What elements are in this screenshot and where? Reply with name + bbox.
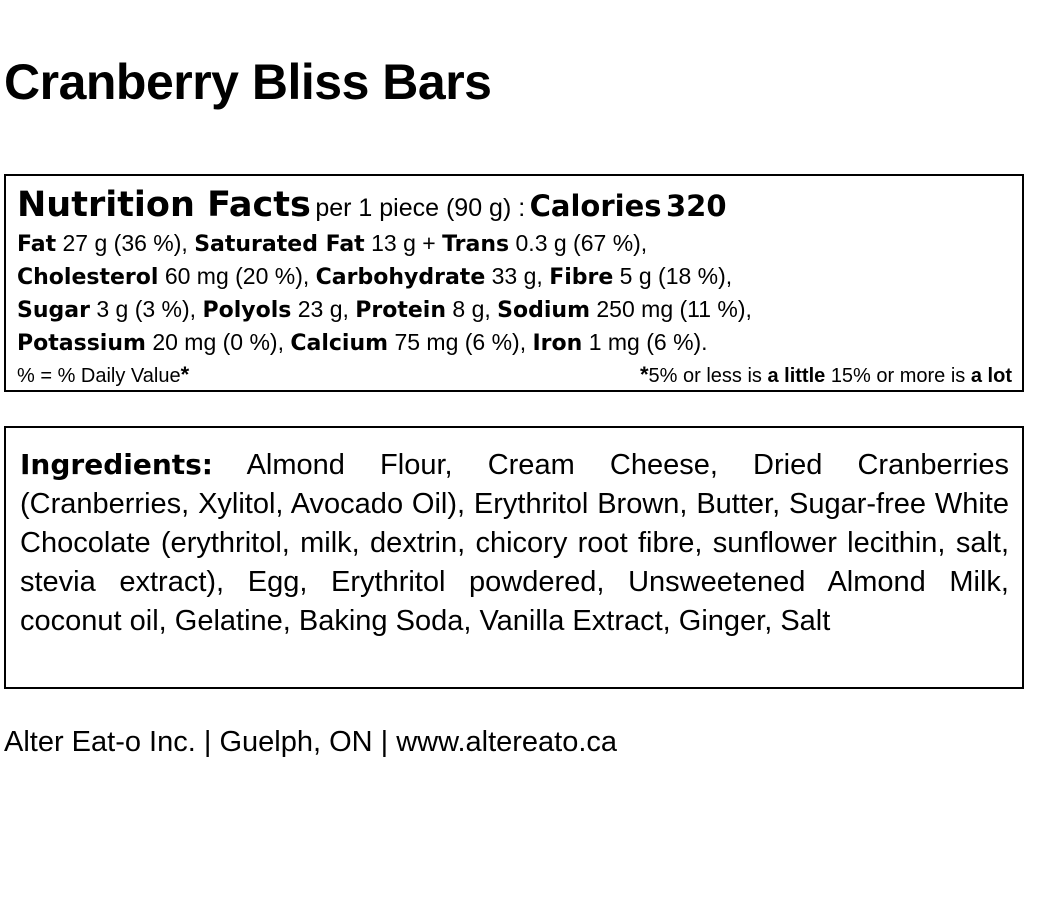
nutrient-value: 1 mg (6 %).: [588, 329, 708, 355]
nutrient-value: 27 g (36 %),: [62, 230, 188, 256]
nutrient-line-1: [17, 228, 647, 260]
footnote-star: *: [639, 362, 649, 387]
nutrient-label: Protein: [355, 298, 446, 323]
nutrient-line-2: [17, 261, 732, 293]
guide-lot: a lot: [970, 365, 1012, 387]
nutrient-value: 3 g (3 %),: [96, 296, 197, 322]
nutrient-label: Iron: [532, 331, 583, 356]
nutrient-label: Fat: [17, 232, 57, 257]
nutrition-header: [17, 184, 727, 233]
ingredients-panel: [4, 426, 1024, 689]
nutrient-value: 75 mg (6 %),: [394, 329, 527, 355]
nutrient-line-3: [17, 294, 752, 326]
nutrient-value: 60 mg (20 %),: [164, 263, 310, 289]
nutrient-label: Polyols: [202, 298, 292, 323]
nutrient-label: Calcium: [290, 331, 389, 356]
calories-value: 320: [665, 189, 727, 223]
nutrient-label: Fibre: [549, 265, 614, 290]
nutrient-value: 0.3 g (67 %),: [515, 230, 648, 256]
nutrient-value: 33 g,: [491, 263, 543, 289]
nutrient-label: Sodium: [497, 298, 590, 323]
nutrient-label: Potassium: [17, 331, 146, 356]
product-title: Cranberry Bliss Bars: [4, 54, 492, 110]
nutrient-value: 23 g,: [297, 296, 349, 322]
nutrient-value: 20 mg (0 %),: [152, 329, 284, 355]
ingredients-label: Ingredients:: [20, 448, 214, 481]
nutrient-label: Trans: [442, 232, 510, 257]
guide-prefix: 5% or less is: [648, 365, 762, 387]
guide-mid: 15% or more is: [830, 365, 966, 387]
nutrient-value: 250 mg (11 %),: [596, 296, 752, 322]
nutrient-value: 8 g,: [452, 296, 491, 322]
daily-value-guide: [640, 362, 1012, 389]
guide-little: a little: [767, 365, 826, 387]
ingredients-list: Almond Flour, Cream Cheese, Dried Cranberries (Cranberries, Xylitol, Avocado Oil), Erythritol Brown, Butter, Sugar-free White Chocolate (erythritol, milk, dextrin, chicory root fibre, sunflower lecithin, salt, stevia extract), Egg, Erythritol powdered, Unsweetened Almond Milk, coconut oil, Gelatine, Baking Soda, Vanilla Extract, Ginger, Salt: [20, 449, 1009, 637]
calories-label: Calories: [529, 189, 662, 223]
ingredients-paragraph: [20, 445, 1009, 641]
serving-size: per 1 piece (90 g) :: [315, 194, 526, 222]
nutrient-label: Carbohydrate: [315, 265, 486, 290]
nutrient-line-4: [17, 327, 708, 359]
nutrient-label: Cholesterol: [17, 265, 159, 290]
footnote-star: *: [180, 362, 190, 387]
daily-value-legend: [17, 362, 189, 389]
nutrient-value: 13 g +: [371, 230, 436, 256]
company-footer: Alter Eat-o Inc. | Guelph, ON | www.altereato.ca: [4, 726, 618, 758]
nutrition-facts-panel: [4, 174, 1024, 392]
daily-value-text: % = % Daily Value: [17, 365, 181, 387]
nutrition-heading: Nutrition Facts: [17, 185, 311, 225]
nutrient-value: 5 g (18 %),: [619, 263, 733, 289]
nutrient-label: Sugar: [17, 298, 90, 323]
nutrient-label: Saturated Fat: [194, 232, 365, 257]
